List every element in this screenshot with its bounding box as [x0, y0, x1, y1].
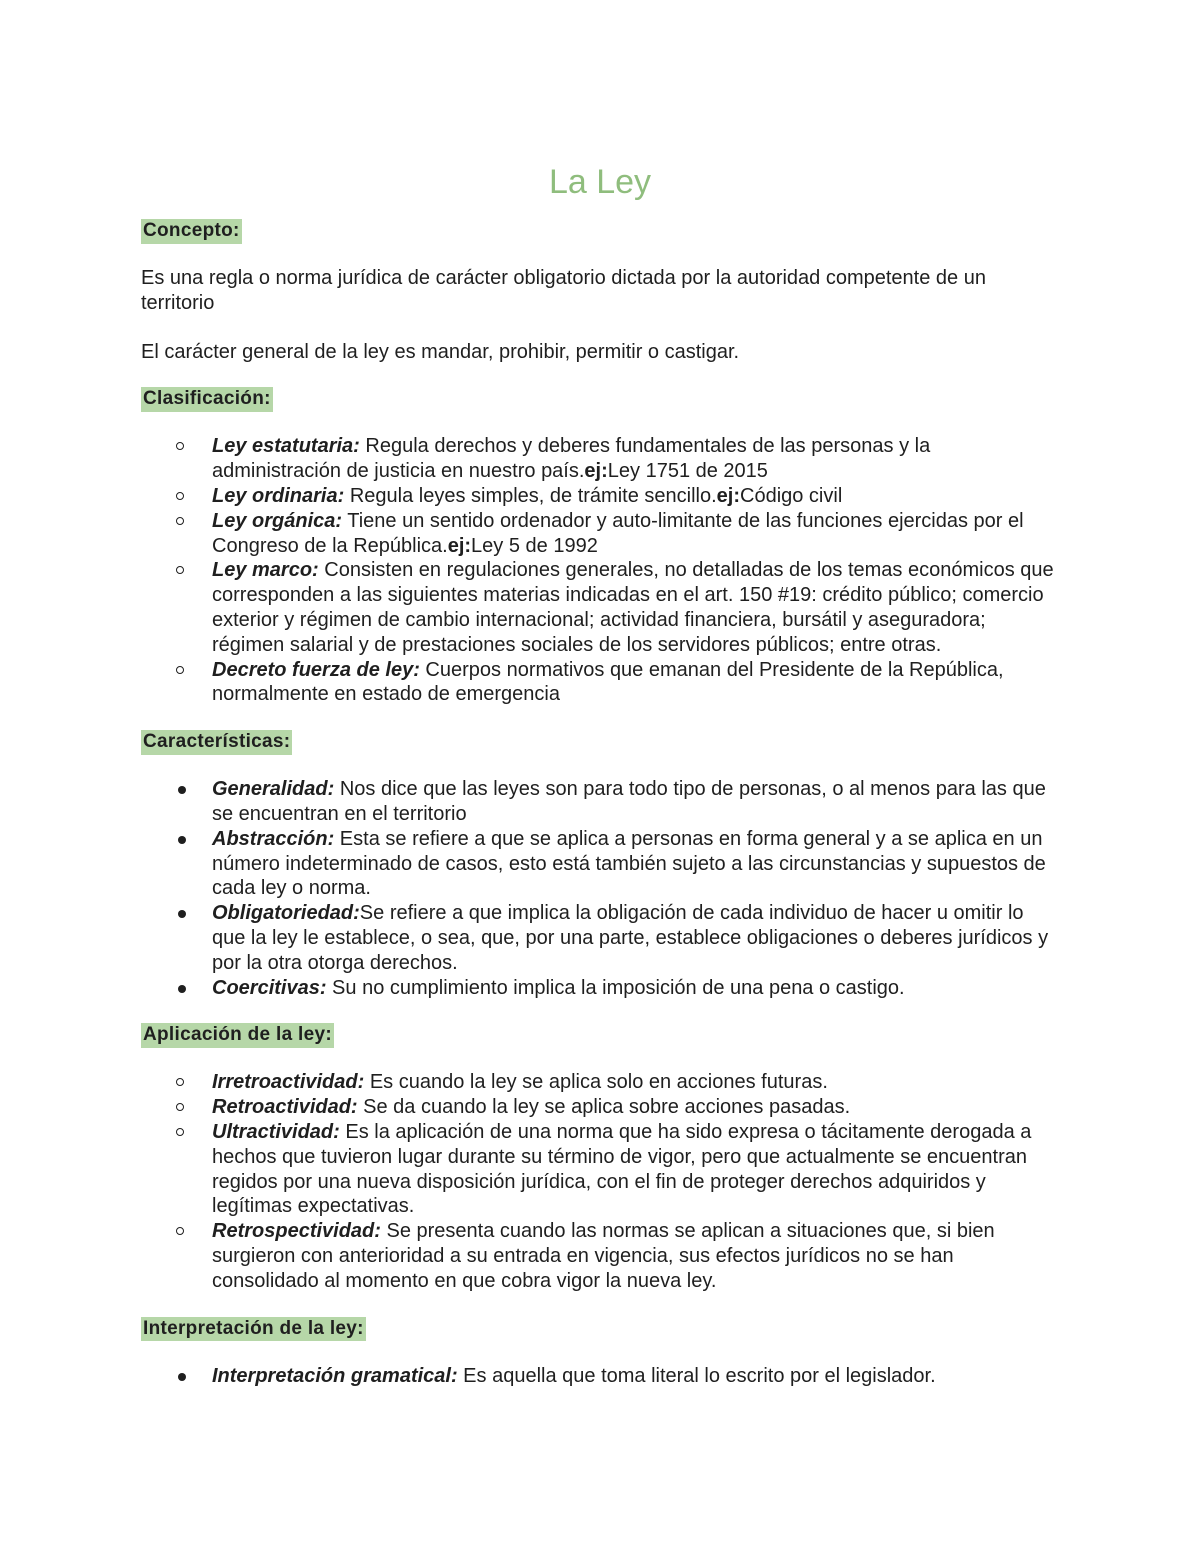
section-heading-clasificacion: Clasificación:: [141, 387, 273, 412]
list-item: [141, 558, 1061, 657]
section-heading-caracteristicas: Características:: [141, 730, 292, 755]
list-item: [141, 434, 1061, 484]
hollow-bullet-icon: [176, 1103, 184, 1111]
item-term: Obligatoriedad:: [212, 902, 360, 925]
example-text: Ley 5 de 1992: [471, 534, 598, 557]
list-item: [141, 777, 1061, 827]
list-item: [141, 1120, 1061, 1219]
item-text: Su no cumplimiento implica la imposición de una pena o castigo.: [326, 976, 905, 999]
hollow-bullet-icon: [176, 492, 184, 500]
item-term: Ley ordinaria:: [212, 484, 345, 507]
item-term: Interpretación gramatical:: [212, 1364, 458, 1387]
section-heading-interpretacion: Interpretación de la ley:: [141, 1317, 366, 1342]
item-text: Consisten en regulaciones generales, no detalladas de los temas económicos que corresponden a las siguientes materias indicadas en el art. 150 #19: crédito público; comercio exterior y régimen de cambio internacional; actividad financiera, bursátil y aseguradora; régimen salarial y de prestaciones sociales de los servidores públicos; entre otras.: [212, 559, 1054, 656]
item-term: Ley estatutaria:: [212, 435, 360, 458]
hollow-bullet-icon: [176, 517, 184, 525]
item-term: Irretroactividad:: [212, 1071, 365, 1094]
item-text: Se refiere a que implica la obligación de cada individuo de hacer u omitir lo que la ley le establece, o sea, que, por una parte, establece obligaciones o deberes jurídicos y por la otra otorga derechos.: [212, 902, 1049, 974]
item-text: Es cuando la ley se aplica solo en acciones futuras.: [364, 1071, 828, 1094]
example-text: Código civil: [740, 484, 843, 507]
hollow-bullet-icon: [176, 1128, 184, 1136]
document-body: [141, 218, 1061, 1388]
caracteristicas-list: [141, 777, 1061, 1000]
concepto-paragraph: Es una regla o norma jurídica de carácter obligatorio dictada por la autoridad competente de un territorio: [141, 267, 986, 314]
section-heading-aplicacion: Aplicación de la ley:: [141, 1023, 334, 1048]
item-text: Regula leyes simples, de trámite sencillo.: [344, 484, 717, 507]
list-item: [141, 658, 1061, 708]
example-text: Ley 1751 de 2015: [607, 460, 768, 483]
item-text: Nos dice que las leyes son para todo tipo de personas, o al menos para las que se encuentran en el territorio: [212, 778, 1046, 825]
item-term: Retrospectividad:: [212, 1220, 381, 1243]
interpretacion-list: [141, 1364, 1061, 1389]
filled-bullet-icon: [178, 786, 186, 794]
item-text: Tiene un sentido ordenador y auto-limitante de las funciones ejercidas por el Congreso de la República.: [212, 509, 1024, 557]
item-term: Decreto fuerza de ley:: [212, 658, 420, 681]
item-term: Ley marco:: [212, 559, 319, 582]
section-heading-concepto: Concepto:: [141, 219, 242, 244]
concepto-paragraph: El carácter general de la ley es mandar, prohibir, permitir o castigar.: [141, 340, 740, 363]
document-title: La Ley: [548, 163, 652, 201]
filled-bullet-icon: [178, 910, 186, 918]
item-term: Ultractividad:: [212, 1120, 340, 1143]
item-text: Es aquella que toma literal lo escrito por el legislador.: [457, 1364, 936, 1387]
example-label: ej:: [447, 534, 472, 557]
item-text: Cuerpos normativos que emanan del Presidente de la República, normalmente en estado de emergencia: [212, 658, 1004, 706]
list-item: [141, 901, 1061, 975]
example-label: ej:: [584, 460, 608, 483]
item-text: Se presenta cuando las normas se aplican a situaciones que, si bien surgieron con anterioridad a su entrada en vigencia, sus efectos jurídicos no se han consolidado al momento en que cobra vigor la nueva ley.: [212, 1220, 995, 1292]
list-item: [141, 1095, 1061, 1120]
filled-bullet-icon: [178, 836, 186, 844]
hollow-bullet-icon: [176, 1078, 184, 1086]
list-item: [141, 1070, 1061, 1095]
list-item: [141, 509, 1061, 559]
list-item: [141, 1219, 1061, 1293]
item-text: Es la aplicación de una norma que ha sido expresa o tácitamente derogada a hechos que tuvieron lugar durante su término de vigor, pero que actualmente se encuentran regidos por una nueva disposición jurídica, con el fin de proteger derechos adquiridos y legítimas expectativas.: [212, 1120, 1032, 1218]
item-term: Ley orgánica:: [212, 509, 343, 532]
list-item: [141, 827, 1061, 901]
filled-bullet-icon: [178, 985, 186, 993]
item-text: Regula derechos y deberes fundamentales de las personas y la administración de justicia en nuestro país.: [212, 435, 931, 483]
hollow-bullet-icon: [176, 666, 184, 674]
hollow-bullet-icon: [176, 566, 184, 574]
aplicacion-list: [141, 1070, 1061, 1293]
item-text: Esta se refiere a que se aplica a personas en forma general y a se aplica en un número indeterminado de casos, esto está también sujeto a las circunstancias y supuestos de cada ley o norma.: [212, 827, 1046, 900]
list-item: [141, 976, 1061, 1001]
list-item: [141, 1364, 1061, 1389]
item-text: Se da cuando la ley se aplica sobre acciones pasadas.: [357, 1096, 851, 1119]
item-term: Abstracción:: [212, 827, 335, 850]
hollow-bullet-icon: [176, 442, 184, 450]
example-label: ej:: [716, 484, 740, 507]
item-term: Generalidad:: [212, 778, 335, 801]
item-term: Retroactividad:: [212, 1096, 358, 1119]
filled-bullet-icon: [178, 1373, 186, 1381]
hollow-bullet-icon: [176, 1227, 184, 1235]
clasificacion-list: [141, 434, 1061, 707]
list-item: [141, 484, 1061, 509]
item-term: Coercitivas:: [212, 976, 327, 999]
